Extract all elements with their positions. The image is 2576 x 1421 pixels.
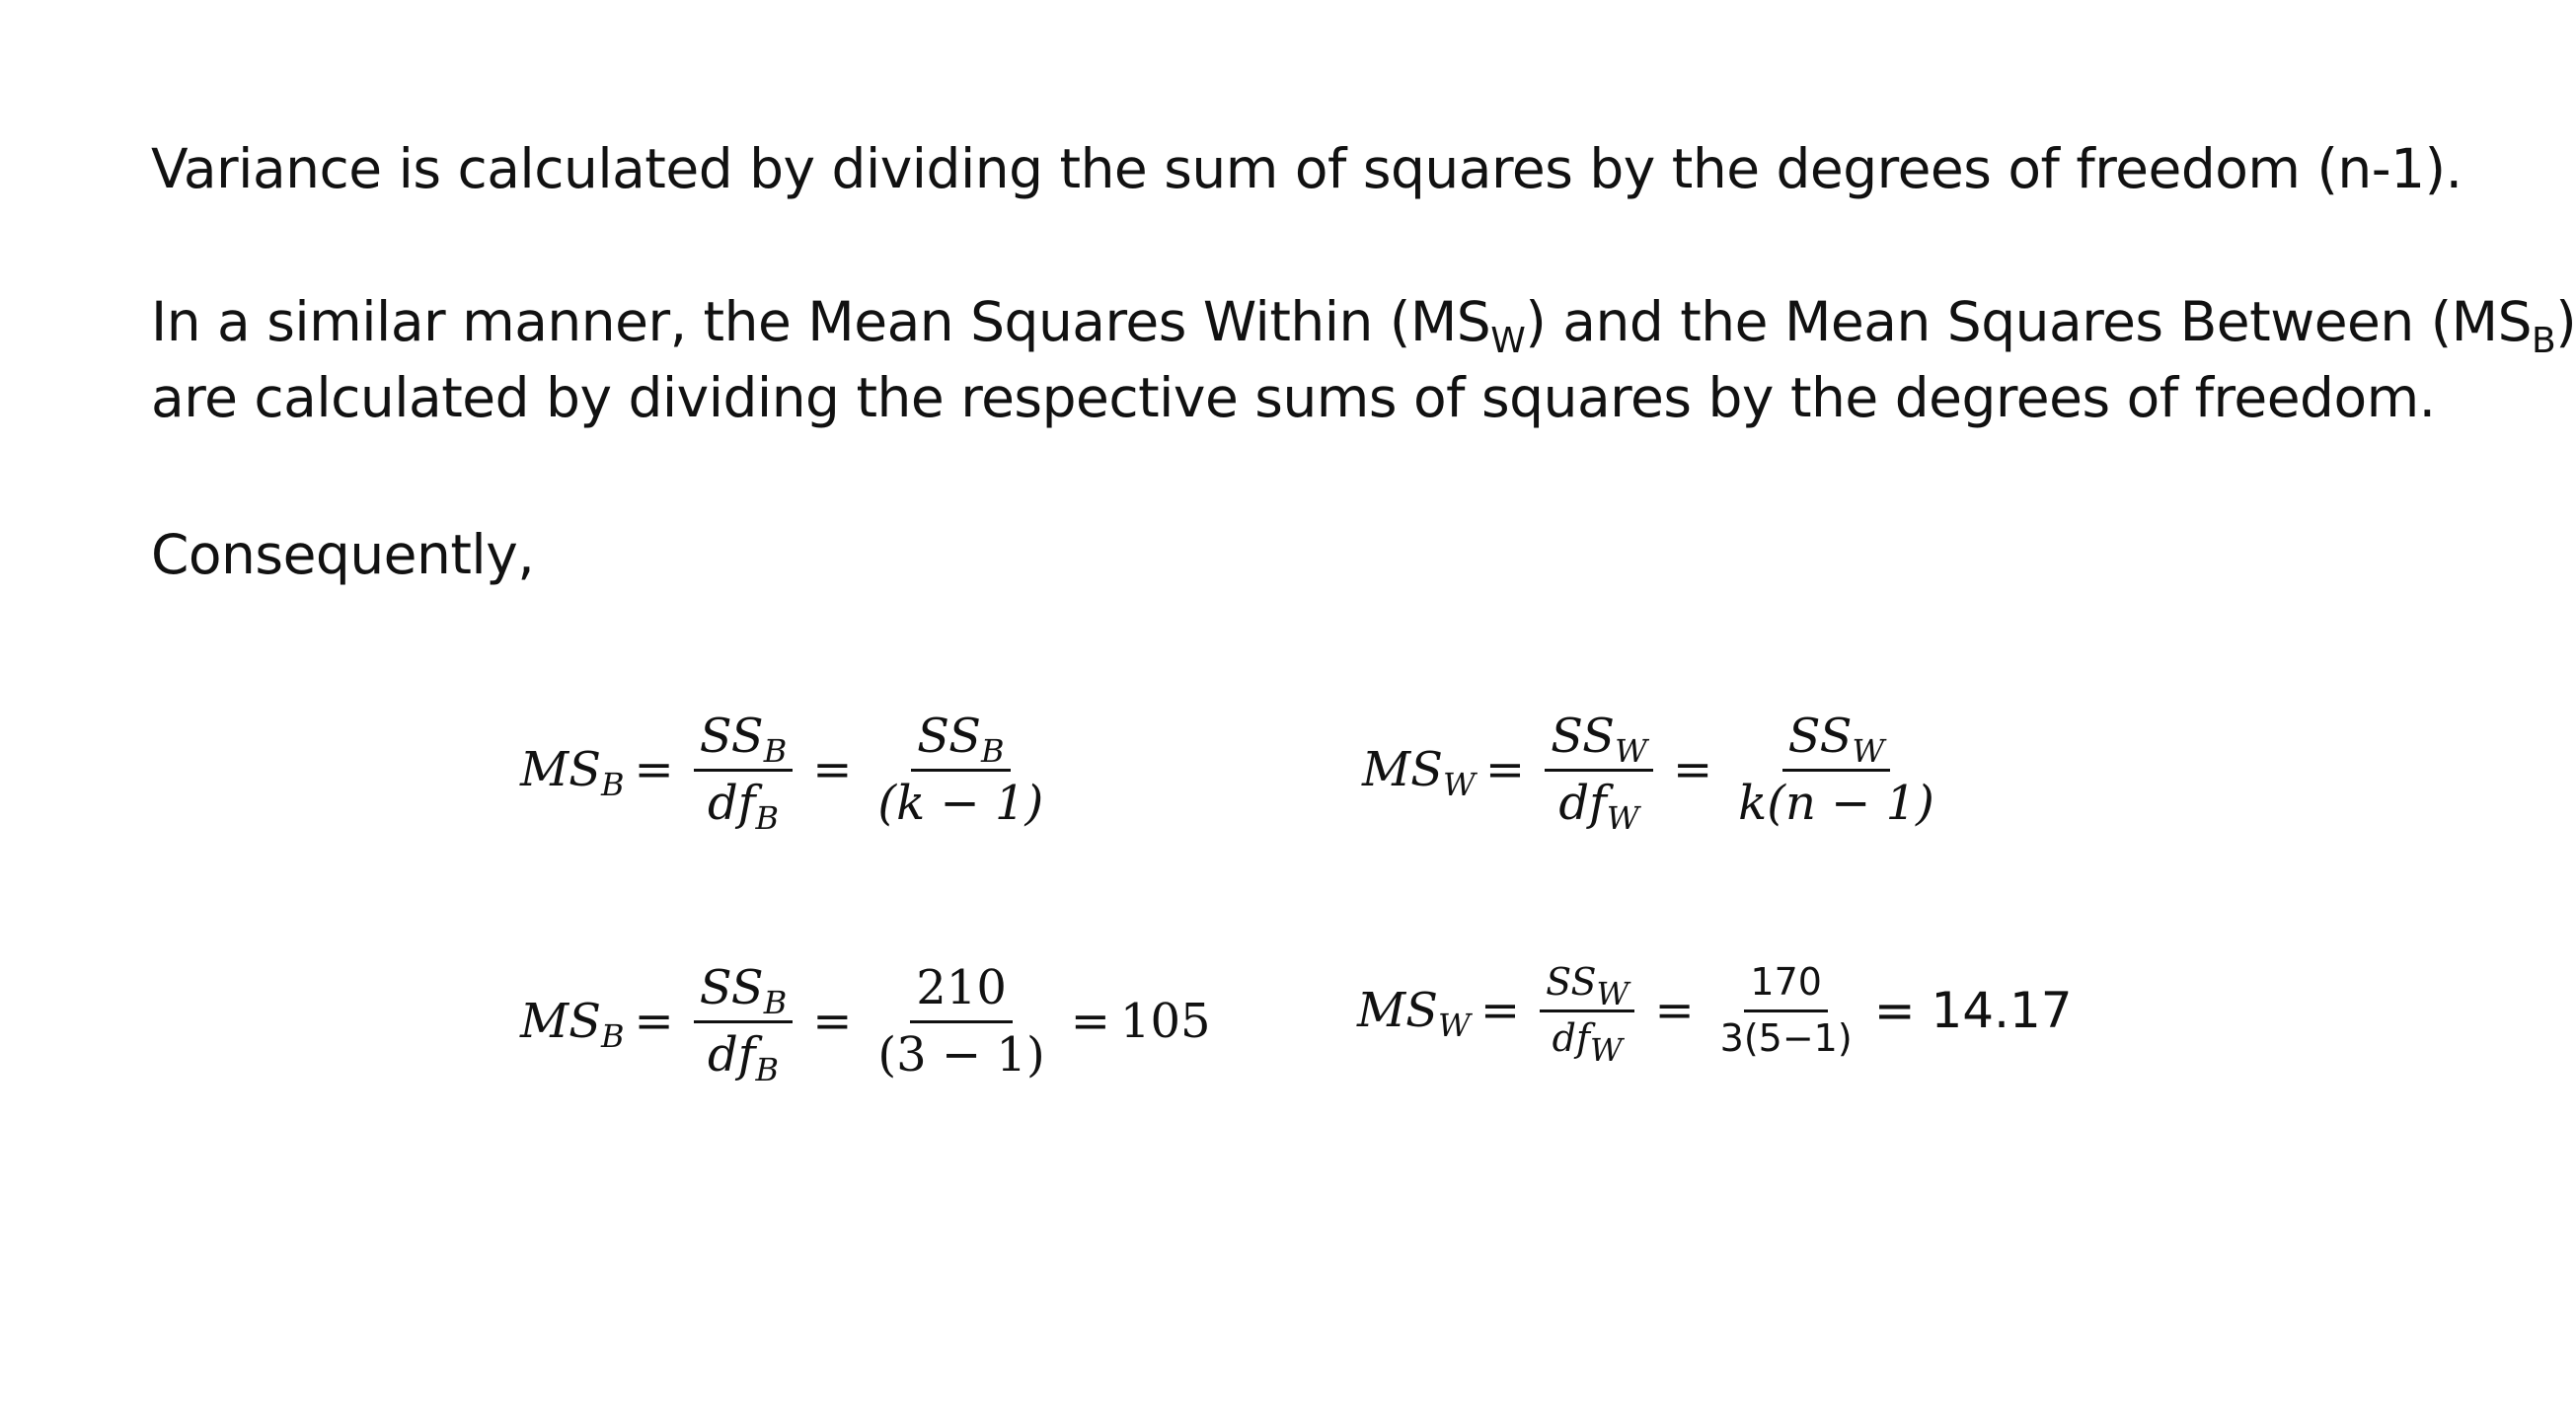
eq2-f2-numerator: $SS_W$ — [1782, 710, 1891, 772]
eq3-result: 105 — [1119, 994, 1211, 1050]
eq1-fraction-2 — [871, 710, 1049, 830]
eq3-equals-2: = — [812, 994, 853, 1050]
eq3-f2-denominator: (3 − 1) — [877, 1026, 1045, 1083]
paragraph-variance-text: Variance is calculated by dividing the sum of squares by the degrees of freedom (n-1). — [151, 137, 2462, 200]
ms-between-subscript: B — [2532, 321, 2556, 361]
eq3-lhs: $MS_B$ — [520, 994, 625, 1056]
eq4-result: = 14.17 — [1873, 982, 2073, 1040]
eq1-fraction-1 — [694, 709, 793, 837]
paragraph-mean-squares-part3: ) — [2555, 290, 2576, 353]
eq3-f1-denominator: $df_B$ — [707, 1026, 779, 1088]
eq2-lhs: $MS_W$ — [1362, 742, 1476, 804]
eq2-fraction-2 — [1732, 710, 1940, 830]
paragraph-consequently — [151, 517, 534, 593]
eq3-equals-1: = — [634, 994, 674, 1050]
eq3-fraction-2 — [871, 962, 1050, 1082]
eq1-f1-numerator: $SS_B$ — [694, 710, 793, 772]
eq4-f2-numerator: 170 — [1744, 962, 1828, 1012]
eq4-f1-denominator: $df_W$ — [1552, 1015, 1623, 1069]
eq3-f2-numerator: 210 — [910, 962, 1013, 1023]
paragraph-mean-squares-line2: are calculated by dividing the respective sums of squares by the degrees of freedom. — [151, 366, 2436, 429]
eq1-f1-denominator: $df_B$ — [707, 775, 779, 837]
eq3-fraction-1 — [694, 960, 793, 1088]
eq4-fraction-1 — [1540, 960, 1634, 1069]
eq1-equals-1: = — [634, 742, 674, 798]
eq3-equals-3: = — [1070, 994, 1110, 1050]
eq2-equals-2: = — [1672, 742, 1713, 798]
eq2-f1-denominator: $df_W$ — [1558, 775, 1639, 837]
eq4-f2-denominator: 3(5−1) — [1719, 1015, 1853, 1060]
eq1-f2-denominator: (k − 1) — [877, 775, 1044, 831]
equation-msw-computed — [1357, 960, 2073, 1069]
paragraph-mean-squares-part1: In a similar manner, the Mean Squares Within (MS — [151, 290, 1491, 353]
eq2-equals-1: = — [1484, 742, 1526, 798]
eq4-equals-1: = — [1479, 983, 1521, 1039]
equation-msw-formula — [1362, 709, 1950, 837]
eq2-f2-denominator: k(n − 1) — [1738, 775, 1934, 831]
eq1-f2-numerator: $SS_B$ — [911, 710, 1010, 772]
eq4-lhs: $MS_W$ — [1357, 983, 1471, 1045]
paragraph-variance — [151, 131, 2462, 207]
eq2-f1-numerator: $SS_W$ — [1545, 710, 1653, 772]
equation-msb-formula — [520, 709, 1059, 837]
paragraph-mean-squares-part2: ) and the Mean Squares Between (MS — [1525, 290, 2533, 353]
eq2-fraction-1 — [1545, 709, 1653, 837]
eq3-f1-numerator: $SS_B$ — [694, 962, 793, 1023]
eq1-lhs: $MS_B$ — [520, 742, 625, 804]
paragraph-mean-squares — [151, 284, 2576, 436]
ms-within-subscript: W — [1490, 321, 1526, 361]
eq4-f1-numerator: $SS_W$ — [1540, 962, 1634, 1012]
eq4-equals-2: = — [1654, 983, 1695, 1039]
equation-msb-computed — [520, 960, 1211, 1088]
consequently-text: Consequently, — [151, 523, 535, 586]
eq4-fraction-2 — [1714, 962, 1858, 1060]
eq1-equals-2: = — [812, 742, 853, 798]
